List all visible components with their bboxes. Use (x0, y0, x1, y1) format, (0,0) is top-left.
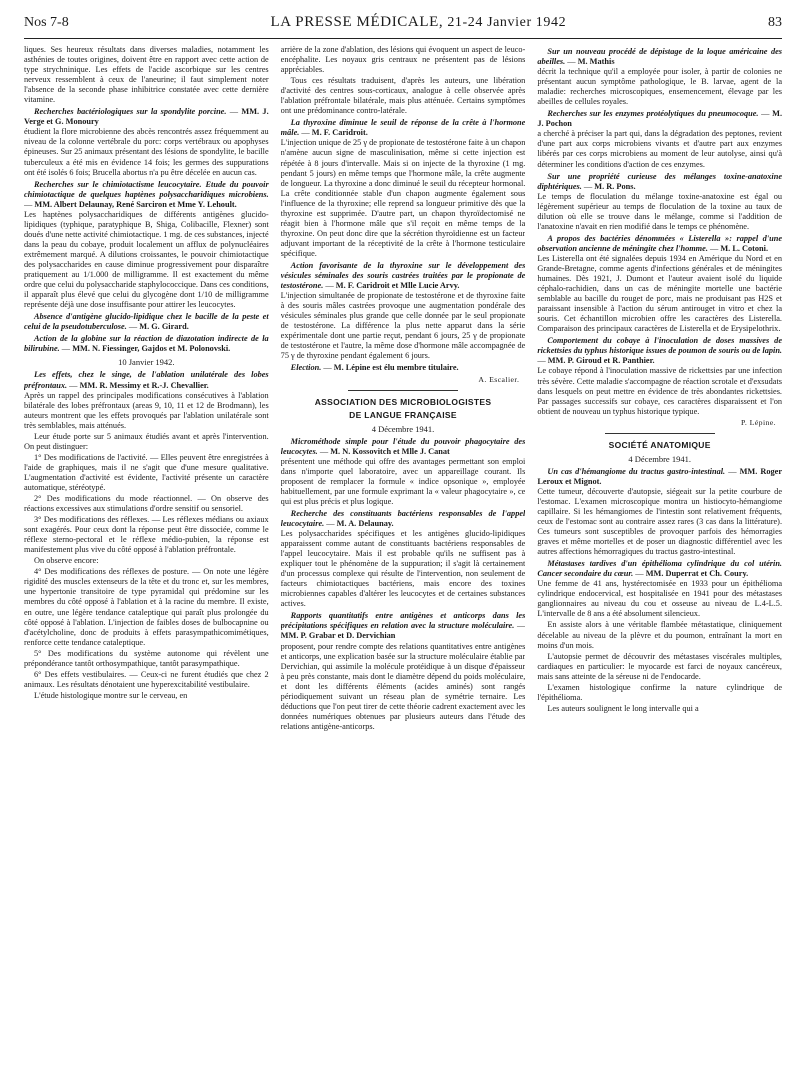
paragraph: 6° Des effets vestibulaires. — Ceux-ci ne furent étudiés que chez 2 animaux. Les résultats dénotaient une hyperexcitabilité vestibulaire. (24, 669, 269, 689)
paragraph: Le temps de floculation du mélange toxine-anatoxine est égal ou légèrement supérieur au temps de floculation de la toxine au taux de dilution où elle se trouve dans le mélange, comme si l'addition de l'anatoxine n'avait en rien modifié dans le temps ce phénomène. (537, 191, 782, 231)
paragraph: 1° Des modifications de l'activité. — Elles peuvent être enregistrées à l'aide de graphiques, mais il ne s'agit que d'une mesure qualitative. L'augmentation d'activité est évidente, l'activité présente un caractère automatique, stéréotypé. (24, 452, 269, 492)
communication-heading (537, 109, 782, 129)
paragraph: a cherché à préciser la part qui, dans la dégradation des peptones, revient d'une part aux corps microbiens vivants et d'autre part aux enzymes libérés par ces corps microbiens au moment de leur autolyse, ainsi qu'à déterminer les conditions d'action de ces enzymes. (537, 129, 782, 169)
communication-title: Les effets, chez le singe, de l'ablation unilatérale des lobes préfrontaux. (24, 370, 269, 390)
paragraph: 3° Des modifications des réflexes. — Les réflexes médians ou axiaux sont exagérés. Pour ceux dont la réponse peut être dissociée, comme le réflexe sterno-pectoral et le réflexe médio-pubien, la réponse est manifestement plus vive du côté opposé à l'ablation préfrontale. (24, 515, 269, 555)
paragraph: Leur étude porte sur 5 animaux étudiés avant et après l'intervention. On peut distinguer: (24, 431, 269, 451)
paragraph: 2° Des modifications du mode réactionnel. — On observe des réactions excessives aux stimulations d'ordre sensitif ou sensoriel. (24, 494, 269, 514)
paragraph: L'examen histologique confirme la nature cylindrique de l'épithélioma. (537, 682, 782, 702)
session-date: 4 Décembre 1941. (371, 423, 435, 434)
em-dash: — (126, 322, 140, 332)
journal-masthead (271, 14, 567, 31)
communication-title: Action favorisante de la thyroxine sur le développement des vésicules séminales des souris castrées traitées par le propionate de testostérone. (280, 260, 526, 291)
communication-title: Sur une propriété curieuse des mélanges toxine-anatoxine diphtériques. (537, 171, 782, 191)
communication-heading (537, 336, 782, 366)
communication-authors: MM. Albert Delaunay, René Sarciron et Mme Y. Lehoult. (34, 199, 237, 209)
session-date: 10 Janvier 1942. (118, 357, 175, 368)
reporter-signature: A. Escalier. (478, 374, 520, 384)
communication-title: Recherche des constituants bactériens responsables de l'appel leucocytaire. (280, 508, 526, 528)
paragraph: décrit la technique qu'il a employée pour isoler, à partir de colonies ne présentant aucun symptôme pathologique, le B. larvae, agent de la maladie: recherches microscopiques, ensemencement, élevage par les abeilles de cellules royales. (537, 67, 782, 107)
communication-heading (281, 611, 526, 641)
communication-title: A propos des bactéries dénommées « Listerella »: rappel d'une observation ancienne de méningite chez l'homme. (537, 233, 782, 253)
em-dash: — (59, 344, 73, 354)
communication-heading (24, 334, 269, 354)
communication-title: Comportement du cobaye à l'inoculation de doses massives de rickettsies du typhus historique issues de poumon de souris ou de lapin. (537, 336, 782, 356)
paragraph: L'autopsie permet de découvrir des métastases viscérales multiples, cardiaques en particulier: le myocarde est farci de noyaux cancéreux, mais sans atteinte de la séreuse ni de l'endocarde. (537, 651, 782, 681)
communication-authors: MM. P. Giroud et R. Panthier. (547, 356, 655, 366)
communication-authors: M. A. Delaunay. (336, 518, 394, 528)
header-rule (24, 38, 782, 39)
communication-title: Microméthode simple pour l'étude du pouvoir phagocytaire des leucocytes. (280, 436, 526, 456)
paragraph: Le cobaye répond à l'inoculation massive de rickettsies par une infection très sévère. Cette maladie s'accompagne de réaction scrotale et d'exsudats dans lesquels on peut mettre en évidence de très abondantes rickettsies. Par passages successifs sur cobaye, ces caractères disparaissent et l'on obtient de nouveau un typhus historique typique. (537, 366, 782, 416)
em-dash: — (24, 199, 35, 209)
em-dash: — (758, 109, 773, 119)
session-date: 4 Décembre 1941. (628, 453, 691, 464)
journal-title: LA PRESSE MÉDICALE, (270, 14, 444, 30)
em-dash: — (317, 446, 331, 456)
communication-heading (537, 467, 782, 487)
communication-heading (24, 370, 269, 390)
communication-heading (281, 118, 526, 138)
communication-authors: MM. R. Messimy et R.-J. Chevallier. (79, 380, 209, 390)
paragraph: On observe encore: (34, 556, 99, 566)
communication-title: Un cas d'hémangiome du tractus gastro-intestinal. (547, 466, 726, 476)
column-1 (24, 45, 269, 1075)
paragraph: arrière de la zone d'ablation, des lésions qui évoquent un aspect de leuco-encéphalite. Les noyaux gris centraux ne présentent pas de lésions appréciables. (280, 45, 526, 75)
communication-authors: M. G. Girard. (139, 322, 189, 332)
communication-heading (281, 509, 526, 529)
communication-heading (281, 261, 526, 291)
column-2 (281, 45, 526, 1075)
paragraph: En assiste alors à une véritable flambée métastatique, cliniquement décelable au niveau de la plèvre et du poumon, entraînant la mort en moins d'un mois. (537, 620, 782, 650)
paragraph: Les polysaccharides spécifiques et les antigènes glucido-lipidiques apparaissent comme autant de constituants bactériens responsables de l'appel leucocytaire. Mais il est probable qu'ils ne suffisent pas à expliquer tout le phénomène de la suppuration; il s'agit là certainement d'un processus complexe qui résulte de l'intervention, non seulement de facteurs chimiotactiques bactériens, mais encore des toxines microbiennes capables d'altérer les leucocytes et de certaines substances actives. (280, 529, 526, 609)
paragraph: Cette tumeur, découverte d'autopsie, siégeait sur la petite courbure de l'estomac. L'examen microscopique montra un histiocyto-hémangiome capillaire. Si les hémangiomes de l'intestin sont relativement fréquents, ceux de l'estomac sont au contraire assez rares (3 cas dans la littérature). Ces tumeurs sont susceptibles de provoquer parfois des hémorragies graves et même mortelles et de poser un diagnostic différentiel avec les autres affections hémorragiques du tractus gastro-intestinal. (537, 486, 782, 557)
em-dash: — (299, 128, 312, 138)
communication-title: Sur un nouveau procédé de dépistage de la loque américaine des abeilles. (537, 47, 782, 67)
communication-authors: MM. N. Fiessinger, Gajdos et M. Polonovski. (72, 344, 231, 354)
section-separator (605, 433, 715, 434)
paragraph: proposent, pour rendre compte des relations quantitatives entre antigènes et anticorps, une explication basée sur la structure moléculaire établie par Dervichian, qui assimile la molécule protéidique à un disque d'épaisseur à peu près constante, mais dont le diamètre dépend du poids moléculaire, et dont les différents éléments (acides aminés) sont rangés périodiquement suivant un réseau plan de symétrie ternaire. Les déductions que l'on peut tirer de cette théorie cadrent exactement avec les données numériques obtenues par plusieurs auteurs dans l'étude des relations antigène-anticorps. (280, 641, 526, 731)
em-dash: — (633, 569, 646, 579)
em-dash: — (565, 57, 578, 67)
paragraph: présentent une méthode qui offre des avantages permettant son emploi dans n'importe quel laboratoire, avec un appareillage courant. Ils proposent de remplacer la formule « indice opsonique », employée habituellement, par une formule exprimant la « valeur phagocytaire », ce qui est plus précis et plus logique. (280, 456, 526, 506)
column-3 (537, 45, 782, 1075)
communication-heading (24, 107, 269, 127)
communication-title: Absence d'antigène glucido-lipidique chez le bacille de la peste et celui de la pseudotuberculose. (24, 312, 269, 332)
communication-authors: M. F. Caridroit et Mlle Lucie Arvy. (335, 281, 460, 291)
em-dash: — (321, 363, 334, 373)
paragraph: Les auteurs soulignent le long intervalle qui a (547, 703, 699, 713)
communication-title: La thyroxine diminue le seuil de réponse de la crête à l'hormone mâle. (280, 118, 526, 138)
section-heading: SOCIÉTÉ ANATOMIQUE (608, 439, 711, 450)
communication-authors: MM. J. Verge et G. Monoury (24, 107, 269, 127)
issue-number: Nos 7-8 (24, 15, 69, 30)
communication-title: Action de la globine sur la réaction de diazotation indirecte de la bilirubine. (24, 334, 269, 354)
paragraph: 4° Des modifications des réflexes de posture. — On note une légère rigidité des muscles extenseurs de la tête et du tronc et, sur les membres, une hypertonie transitoire de type pyramidal qui prédomine sur les membres du côté opposé à l'ablation et à la racine du membre. Il existe, en outre, une légère tendance cataleptique qui paraît plus prolongée du côté opposé à l'ablation. L'injection de faibles doses de bulbocapnine ou d'acétylcholine, donc de produits à effets parasympathicomimétiques, renforce cette tendance cataleptique. (24, 567, 269, 647)
communication-title: Recherches sur le chimiotactisme leucocytaire. Etude du pouvoir chimiotactique de quelques haptènes polysaccharidiques microbiens. (24, 179, 269, 199)
communication-authors: M. J. Pochon (537, 109, 782, 129)
em-dash: — (514, 621, 526, 631)
communication-authors: M. F. Caridroit. (311, 128, 368, 138)
em-dash: — (323, 281, 336, 291)
paragraph: L'injection unique de 25 γ de propionate de testostérone faite à un chapon n'amène aucun signe de masculinisation, même si cette injection est répétée à 8 jours d'intervalle. Mais si on injecte de la thyroxine (1 mg. pendant 5 jours) en même temps que l'hormone mâle, la crête augmente de longueur. La thyroxine a donc diminué le seuil du récepteur hormonal. La crête conditionnée stable d'un chapon augmente également sous l'influence de la thyroxine; elle reprend sa longueur primitive dès que la thyroxine est supprimée. D'autre part, un chapon thyroïdectomisé ne réagit bien à l'hormone mâle que s'il reçoit en même temps de la thyroxine. On peut donc dire que la sécrétion thyroïdienne est un facteur adjuvant important de la réceptivité de la crête à l'hormone testiculaire spécifique. (280, 138, 526, 258)
section-heading: ASSOCIATION DES MICROBIOLOGISTES (314, 396, 492, 407)
communication-heading (281, 437, 526, 457)
paragraph: 5° Des modifications du système autonome qui révèlent une prépondérance tantôt orthosympathique, tantôt parasympathique. (24, 648, 269, 668)
communication-authors: M. Lépine est élu membre titulaire. (333, 363, 459, 373)
communication-title: Recherches bactériologiques sur la spondylite porcine. (34, 107, 227, 117)
section-heading: DE LANGUE FRANÇAISE (349, 409, 457, 420)
paragraph: L'injection simultanée de propionate de testostérone et de thyroxine faite à des souris mâles castrées provoque une augmentation pondérale des vésicules séminales plus grande que celle donnée par le seul propionate de testostérone. La différence la plus nette apparut dans la série expérimentale dont une partie reçut, pendant 6 jours, 25 γ de propionate de testostérone et l'autre, la même dose d'hormone mâle accompagnée de 75 γ de thyroxine pendant également 6 jours. (280, 291, 526, 361)
communication-heading (537, 559, 782, 579)
communication-authors: M. Mathis (577, 57, 615, 67)
communication-title: Métastases tardives d'un épithélioma cylindrique du col utérin. Cancer secondaire du cœur. (537, 559, 782, 579)
em-dash: — (707, 243, 721, 253)
paragraph: Une femme de 41 ans, hystérectomisée en 1933 pour un épithélioma cylindrique endocervical, est hospitalisée en 1941 pour des métastases ganglionnaires au niveau du cou et osseuse au niveau de L.4-L.5. L'intervalle de 8 ans a été absolument silencieux. (537, 579, 782, 619)
page-number: 83 (768, 15, 782, 30)
paragraph: liques. Ses heureux résultats dans diverses maladies, notamment les asthénies de toutes origines, doivent être en rapport avec cette action de type strychninique. Les effets de l'acide ascorbique sur les centres nerveux ressemblent à ceux de l'aneurine; il faut simplement noter l'absence de la seconde phase inhibitrice constatée avec cette dernière vitamine. (24, 45, 269, 105)
em-dash: — (537, 356, 548, 366)
paragraph: Tous ces résultats traduisent, d'après les auteurs, une libération d'activité des centres sous-corticaux, analogue à celle observée après l'ablation préfrontale bilatérale, mais plus atténuée. Certains symptômes ont une prédominance contro-latérale. (280, 76, 526, 116)
columns (24, 45, 782, 1075)
reporter-signature: P. Lépine. (741, 417, 777, 427)
communication-heading (537, 47, 782, 67)
em-dash: — (324, 518, 337, 528)
paragraph: Les haptènes polysaccharidiques de différents antigènes glucido-lipidiques (typhique, paratyphique B, Shiga, Colibacille, Flexner) sont doués d'une nette activité chimiotactique. 1 mg. de ces substances, injecté dans la peau du cobaye, produit localement un afflux de polynucléaires extrêmement marqué. A dilutions croissantes, le pouvoir chimiotactique des polysaccharides en cause diminue progressivement pour disparaître pratiquement au 1/1.000 de milligramme. Il est exactement du même ordre que celui du polysaccharide staphylococcique. Dans ces conditions, il apparaît plus élevé que celui du glycogène dont 1/10 de milligramme représente déjà une dose insuffisante pour attirer les leucocytes. (24, 209, 269, 310)
em-dash: — (67, 380, 80, 390)
communication-authors: MM. P. Grabar et D. Dervichian (280, 631, 396, 641)
communication-title: Recherches sur les enzymes protéolytiques du pneumocoque. (547, 109, 759, 119)
paragraph: L'étude histologique montre sur le cerveau, en (34, 690, 188, 700)
issue-date: 21-24 Janvier 1942 (447, 15, 567, 30)
communication-heading (24, 312, 269, 332)
em-dash: — (226, 107, 242, 117)
communication-authors: MM. Roger Leroux et Mignot. (537, 466, 782, 486)
section-separator (348, 390, 458, 391)
communication-authors: MM. Duperrat et Ch. Coury. (645, 569, 749, 579)
communication-heading (281, 363, 526, 373)
paragraph: Après un rappel des principales modifications consécutives à l'ablation bilatérale des lobes préfrontaux (areas 9, 10, 11 et 12 de Brodmann), les auteurs montrent que les effets provoqués par l'ablation unilatérale sont très semblables, mais atténués. (24, 390, 269, 430)
communication-heading (537, 234, 782, 254)
paragraph: Les Listerella ont été signalées depuis 1934 en Amérique du Nord et en Grande-Bretagne, comme agents d'infections générales et de méningites humaines. Dès 1921, J. Dumont et l'auteur avaient isolé du liquide céphalo-rachidien, dans un cas de méningite mortelle une bactérie semblable au bacille du rouget de porc, mais ne produisant pas H2S et paraissant insensible à l'action du sérum antirouget in vitro et chez la souris. Cet échantillon microbien offre les caractères des Listerella. Comparaison des principaux caractères de Listerella et de Erysipelothrix. (537, 253, 782, 334)
communication-title: Rapports quantitatifs entre antigènes et anticorps dans les précipitations spécifiques en relation avec la structure moléculaire. (280, 611, 526, 631)
communication-authors: M. R. Pons. (594, 181, 636, 191)
communication-heading (24, 180, 269, 210)
em-dash: — (581, 181, 595, 191)
em-dash: — (725, 466, 740, 476)
page-header (24, 14, 782, 34)
communication-authors: M. N. Kossovitch et Mlle J. Canat (330, 446, 450, 456)
communication-authors: M. L. Cotoni. (720, 243, 769, 253)
communication-title: Election. (290, 363, 322, 373)
paragraph: étudient la flore microbienne des abcès rencontrés assez fréquemment au niveau de la colonne vertébrale du porc: corps vertébraux ou apophyses épineuses. Sur 25 animaux présentant des lésions de spondylite, le bacille tuberculeux a été mis en évidence 14 fois; les germes des suppurations ont été isolés 6 fois; Brucella abortus n'a pu être décelée en aucun cas. (24, 127, 269, 177)
communication-heading (537, 172, 782, 192)
